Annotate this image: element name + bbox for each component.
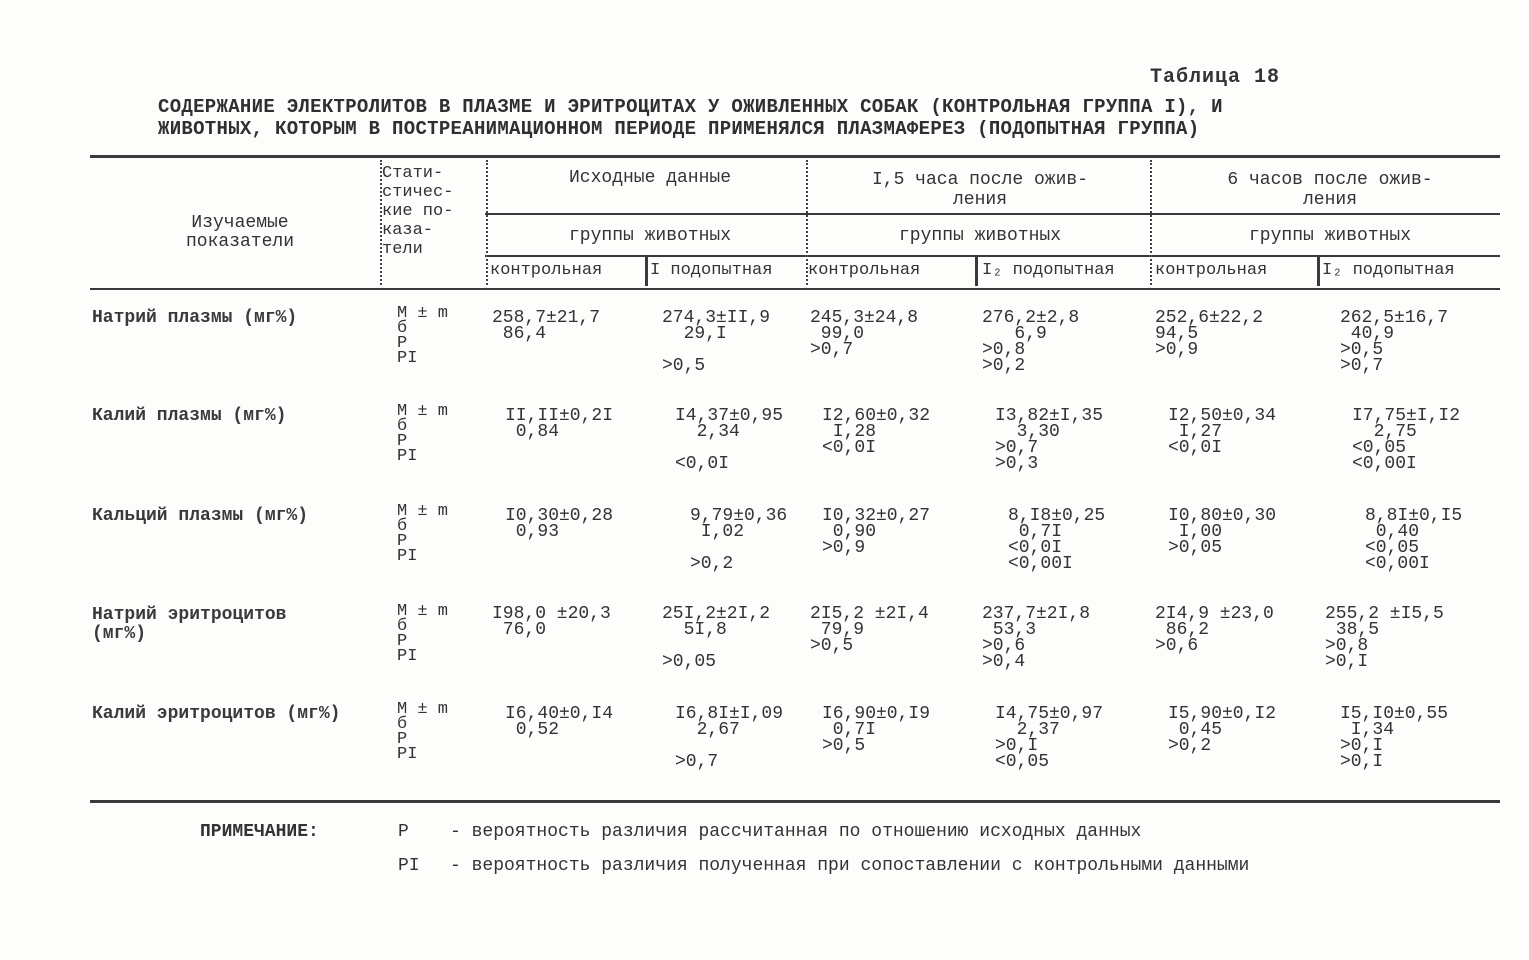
value-cell: I0,80±0,30 I,00 >0,05 (1168, 506, 1277, 558)
header-group-label: группы животных (568, 226, 732, 246)
value-cell: I98,0 ±20,3 76,0 (492, 604, 611, 640)
value-cell: I5,90±0,I2 0,45 >0,2 (1168, 704, 1277, 756)
header-period-1-5h: I,5 часа после ожив- ления (871, 170, 1089, 210)
value-cell: 255,2 ±I5,5 38,5 >0,8 >0,I (1325, 604, 1444, 672)
value-cell: I6,40±0,I4 0,52 (505, 704, 614, 740)
value-cell: 2I4,9 ±23,0 86,2 >0,6 (1155, 604, 1274, 656)
value-cell: 276,2±2,8 6,9 >0,8 >0,2 (982, 308, 1080, 376)
note-p-symbol: P (398, 822, 409, 842)
column-divider (1150, 160, 1152, 285)
value-cell: 8,I8±0,25 0,7I <0,0I <0,00I (1008, 506, 1106, 574)
value-cell: 237,7±2I,8 53,3 >0,6 >0,4 (982, 604, 1091, 672)
column-divider (1317, 256, 1320, 286)
header-group-experimental: I₂ подопытная (1322, 261, 1455, 280)
value-cell: 245,3±24,8 99,0 >0,7 (810, 308, 919, 360)
value-cell: I6,90±0,I9 0,7I >0,5 (822, 704, 931, 756)
table-title (158, 96, 1408, 140)
value-cell: I0,32±0,27 0,90 >0,9 (822, 506, 931, 558)
table-top-rule (90, 155, 1500, 158)
header-rule-periods (485, 213, 1500, 215)
row-stat-symbols: M ± m б P PI (397, 304, 449, 368)
header-bottom-rule (90, 288, 1500, 290)
row-stat-symbols: M ± m б P PI (397, 602, 449, 666)
column-divider (975, 256, 978, 286)
header-rule-groups (485, 255, 1500, 257)
value-cell: 258,7±21,7 86,4 (492, 308, 601, 344)
value-cell: 274,3±II,9 29,I >0,5 (662, 308, 771, 376)
note-p1-symbol: PI (398, 856, 420, 876)
table-number: Таблица 18 (1150, 66, 1281, 89)
value-cell: 9,79±0,36 I,02 >0,2 (690, 506, 788, 574)
value-cell: 262,5±16,7 40,9 >0,5 >0,7 (1340, 308, 1449, 376)
note-p1-text: - вероятность различия полученная при сопоставлении с контрольными данными (450, 856, 1250, 876)
row-stat-symbols: M ± m б P PI (397, 502, 449, 566)
row-label-potassium-erythrocytes: Калий эритроцитов (мг%) (92, 704, 341, 724)
header-group-control: контрольная (490, 261, 603, 280)
value-cell: I3,82±I,35 3,30 >0,7 >0,3 (995, 406, 1104, 474)
column-divider (486, 160, 488, 285)
value-cell: I6,8I±I,09 2,67 >0,7 (675, 704, 784, 772)
value-cell: 25I,2±2I,2 5I,8 >0,05 (662, 604, 771, 672)
title-line-2: ЖИВОТНЫХ, КОТОРЫМ В ПОСТРЕАНИМАЦИОННОМ ПЕРИОДЕ ПРИМЕНЯЛСЯ ПЛАЗМАФЕРЕЗ (ПОДОПЫТНАЯ ГРУППА) (158, 118, 1200, 140)
header-indicators: Изучаемые показатели (185, 213, 295, 252)
value-cell: I2,60±0,32 I,28 <0,0I (822, 406, 931, 458)
row-label-sodium-plasma: Натрий плазмы (мг%) (92, 308, 298, 328)
header-statistics: Стати- стичес- кие по- каза- тели (382, 164, 454, 259)
header-group-experimental: I подопытная (650, 261, 773, 280)
value-cell: I7,75±I,I2 2,75 <0,05 <0,00I (1352, 406, 1461, 474)
value-cell: 252,6±22,2 94,5 >0,9 (1155, 308, 1264, 360)
row-label-calcium-plasma: Кальций плазмы (мг%) (92, 506, 309, 526)
value-cell: 2I5,2 ±2I,4 79,9 >0,5 (810, 604, 929, 656)
header-group-experimental: I₂ подопытная (982, 261, 1115, 280)
note-label: ПРИМЕЧАНИЕ: (200, 822, 319, 842)
row-label-sodium-erythrocytes: Натрий эритроцитов (мг%) (92, 605, 287, 644)
header-group-label: группы животных (898, 226, 1062, 246)
value-cell: I4,75±0,97 2,37 >0,I <0,05 (995, 704, 1104, 772)
value-cell: I2,50±0,34 I,27 <0,0I (1168, 406, 1277, 458)
column-divider (645, 256, 648, 286)
header-period-6h: 6 часов после ожив- ления (1227, 170, 1433, 210)
row-stat-symbols: M ± m б P PI (397, 700, 449, 764)
header-group-control: контрольная (1155, 261, 1268, 280)
header-group-control: контрольная (808, 261, 921, 280)
title-line-1: СОДЕРЖАНИЕ ЭЛЕКТРОЛИТОВ В ПЛАЗМЕ И ЭРИТРОЦИТАХ У ОЖИВЛЕННЫХ СОБАК (КОНТРОЛЬНАЯ ГРУППА I), И (158, 96, 1223, 118)
value-cell: I0,30±0,28 0,93 (505, 506, 614, 542)
header-group-label: группы животных (1248, 226, 1412, 246)
table-bottom-rule (90, 800, 1500, 803)
header-period-initial: Исходные данные (568, 168, 732, 188)
value-cell: I5,I0±0,55 I,34 >0,I >0,I (1340, 704, 1449, 772)
row-label-potassium-plasma: Калий плазмы (мг%) (92, 406, 287, 426)
value-cell: I4,37±0,95 2,34 <0,0I (675, 406, 784, 474)
row-stat-symbols: M ± m б P PI (397, 402, 449, 466)
value-cell: 8,8I±0,I5 0,40 <0,05 <0,00I (1365, 506, 1463, 574)
value-cell: II,II±0,2I 0,84 (505, 406, 614, 442)
note-p-text: - вероятность различия рассчитанная по отношению исходных данных (450, 822, 1142, 842)
